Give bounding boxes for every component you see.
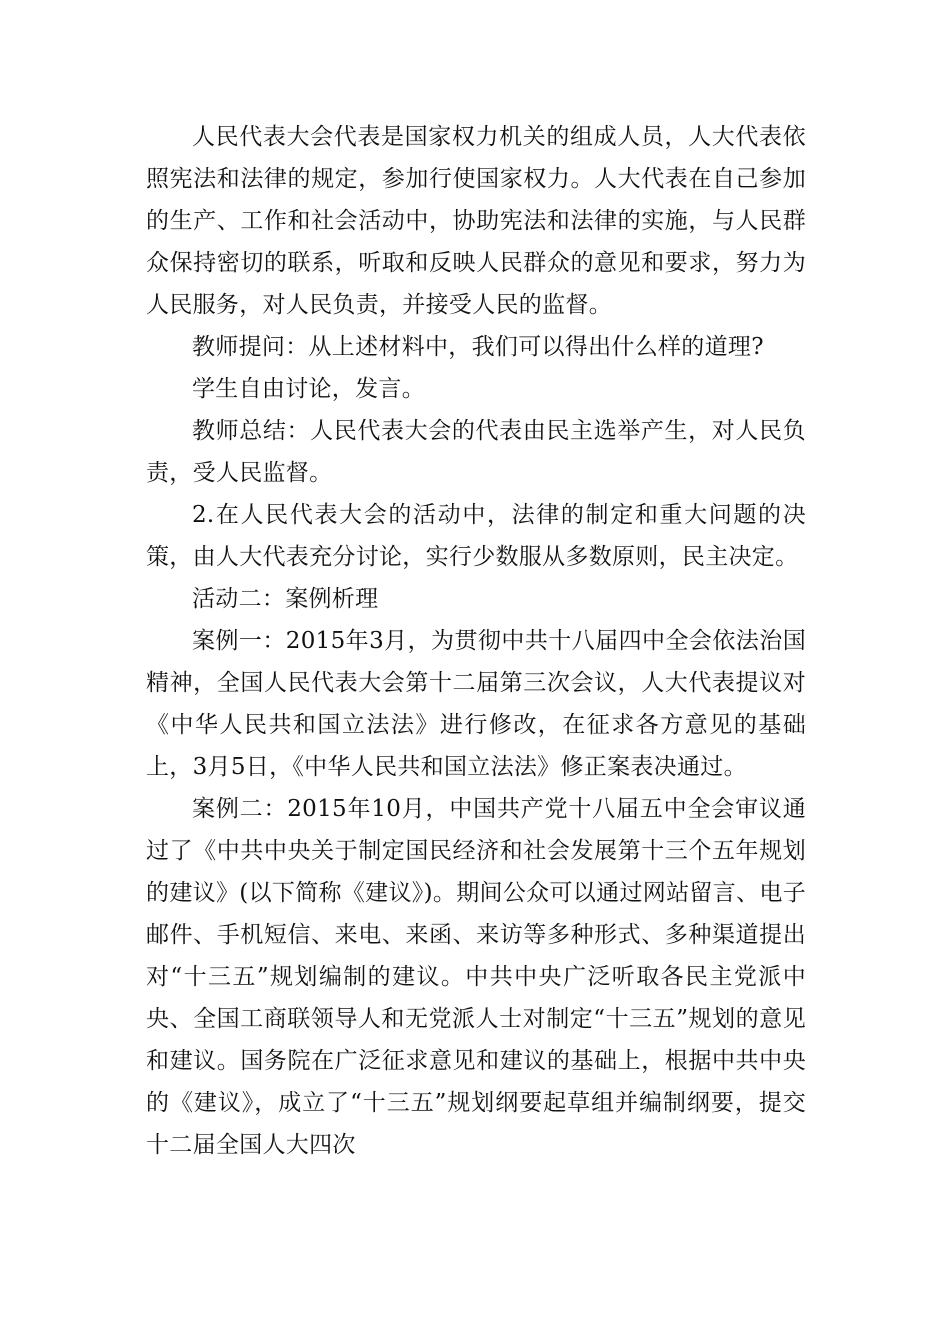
paragraph-teacher-question: 教师提问：从上述材料中，我们可以得出什么样的道理?	[192, 334, 764, 360]
document-body	[146, 116, 806, 1166]
paragraph-student-discussion: 学生自由讨论，发言。	[192, 376, 425, 402]
paragraph-point-two: 2.在人民代表大会的活动中，法律的制定和重大问题的决策，由人大代表充分讨论，实行少数服从多数原则，民主决定。	[146, 502, 806, 570]
paragraph-case-one: 案例一：2015年3月，为贯彻中共十八届四中全会依法治国精神，全国人民代表大会第十二届第三次会议，人大代表提议对《中华人民共和国立法法》进行修改，在征求各方意见的基础上，3月5日，《中华人民共和国立法法》修正案表决通过。	[146, 628, 806, 780]
paragraph-case-two: 案例二：2015年10月，中国共产党十八届五中全会审议通过了《中共中央关于制定国民经济和社会发展第十三个五年规划的建议》(以下简称《建议》)。期间公众可以通过网站留言、电子邮件、手机短信、来电、来函、来访等多种形式、多种渠道提出对“十三五”规划编制的建议。中共中央广泛听取各民主党派中央、全国工商联领导人和无党派人士对制定“十三五”规划的意见和建议。国务院在广泛征求意见和建议的基础上，根据中共中央的《建议》，成立了“十三五”规划纲要起草组并编制纲要，提交十二届全国人大四次	[146, 796, 806, 1158]
paragraph-activity-two: 活动二：案例析理	[192, 586, 379, 612]
paragraph-teacher-summary: 教师总结：人民代表大会的代表由民主选举产生，对人民负责，受人民监督。	[146, 418, 806, 486]
paragraph-npc-deputies: 人民代表大会代表是国家权力机关的组成人员，人大代表依照宪法和法律的规定，参加行使国家权力。人大代表在自己参加的生产、工作和社会活动中，协助宪法和法律的实施，与人民群众保持密切的联系，听取和反映人民群众的意见和要求，努力为人民服务，对人民负责，并接受人民的监督。	[146, 124, 806, 318]
